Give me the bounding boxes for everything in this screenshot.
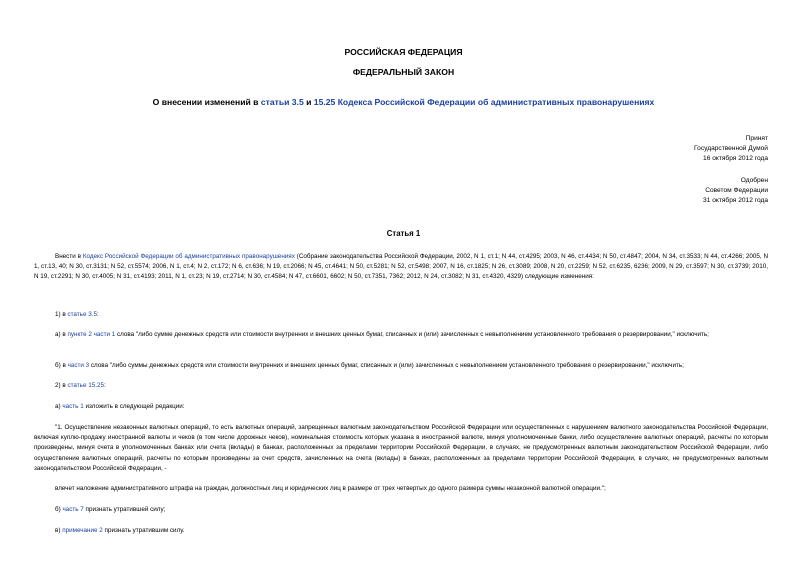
accepted-date: 16 октября 2012 года (703, 155, 768, 162)
note-2-link[interactable]: примечание 2 (62, 527, 103, 534)
title-prefix: О внесении изменений в (152, 97, 261, 107)
part-1-15-25-link[interactable]: часть 1 (62, 403, 84, 410)
item-1a (34, 330, 768, 340)
accepted-by: Государственной Думой (694, 145, 768, 152)
item-2c (55, 526, 185, 536)
item-2c-suffix: признать утратившим силу. (102, 527, 185, 534)
intro-paragraph (34, 252, 768, 283)
part-3-link[interactable]: части 3 (67, 362, 90, 369)
title-link-article-3-5[interactable]: статьи 3.5 (260, 97, 304, 107)
item-1-prefix: 1) в (55, 311, 68, 318)
law-type-heading: ФЕДЕРАЛЬНЫЙ ЗАКОН (352, 67, 455, 77)
country-heading: РОССИЙСКАЯ ФЕДЕРАЦИЯ (344, 47, 463, 57)
title-and: и (303, 97, 314, 107)
penalty-paragraph: влечет наложение административного штрафа на граждан, должностных лиц и юридических лиц в размере от трех четвертых до одного размера суммы незаконной валютной операции."; (55, 485, 606, 492)
quoted-new-text: "1. Осуществление незаконных валютных операций, то есть валютных операций, запрещенных валютным законодательством Российской Федерации или осуществленных с нарушением валютного законодательства Российской Федерации, включая куплю-продажу иностранной валюты и чеков (в том числе дорожных чеков), номинальная стоимость которых указана в иностранной валюте, минуя уполномоченные банки, либо осуществление валютных операций, расчеты по которым произведены, минуя счета в уполномоченных банках или счета (вклады) в банках, расположенных за пределами территории Российской Федерации, в случаях, не предусмотренных валютным законодательством Российской Федерации, либо осуществление валютных операций, расчеты по которым произведены за счет средств, зачисленных на счета (вклады) в банках, расположенных за пределами территории Российской Федерации, в случаях, не предусмотренных валютным законодательством Российской Федерации, - (34, 424, 768, 472)
part-1-link[interactable]: части 1 (93, 331, 116, 338)
accepted-label: Принят (745, 135, 768, 142)
item-1a-prefix: а) в (55, 331, 68, 338)
approved-by: Советом Федерации (705, 187, 768, 194)
point-2-link[interactable]: пункте 2 (67, 331, 92, 338)
item-1-suffix: : (96, 311, 99, 318)
item-1 (55, 310, 99, 320)
item-1b-text: слова "либо суммы денежных средств или стоимости внутренних и внешних ценных бумаг, списанных и (или) зачисленных с невыполнением установленного требования о резервировании," исключить; (89, 362, 684, 369)
article-heading: Статья 1 (386, 229, 421, 238)
code-link[interactable]: Кодекс Российской Федерации об административных правонарушениях (82, 253, 295, 260)
item-2c-prefix: в) (55, 527, 63, 534)
intro-text: (Собрание законодательства Российской Федерации, 2002, N 1, ст.1; N 44, ст.4295; 2003, N 46, ст.4434; N 50, ст.4847; 2004, N 34, ст.3533; N 44, ст.4266; 2005, N 1, ст.13, 40; N 30, ст.3131; N 52, ст.5574; 2006, N 1, ст.4; N 2, ст.172; N 6, ст.636; N 19, ст.2066; N 45, ст.4641; N 50, ст.5281; N 52, ст.5498; 2007, N 16, ст.1825; N 26, ст.3089; 2008, N 20, ст.2259; N 52, ст.6235, 6236; 2009, N 29, ст.3597; N 30, ст.3739; 2010, N 19, ст.2291; N 30, ст.4005; N 31, ст.4193; 2011, N 1, ст.23; N 19, ст.2714; N 30, ст.4584; N 47, ст.6601, 6602; N 50, ст.7351, 7362; 2012, N 24, ст.3082; N 31, ст.4320, 4329) следующие изменения: (34, 253, 769, 281)
item-2b-suffix: признать утратившей силу; (83, 506, 166, 513)
adoption-block (568, 134, 768, 164)
approved-date: 31 октября 2012 года (703, 197, 768, 204)
item-1a-text: слова "либо сумме денежных средств или стоимости внутренних и внешних ценных бумаг, списанных и (или) зачисленных с невыполнением установленного требования о резервировании," исключить; (115, 331, 709, 338)
approved-label: Одобрен (740, 177, 768, 184)
item-2a-prefix: а) (55, 403, 63, 410)
article-15-25-link[interactable]: статье 15.25 (67, 382, 104, 389)
law-title (0, 97, 807, 107)
item-2a-suffix: изложить в следующей редакции: (83, 403, 185, 410)
approval-block (568, 176, 768, 206)
item-1b (34, 361, 768, 371)
intro-prefix: Внести в (55, 253, 83, 260)
item-2a (55, 402, 185, 412)
article-3-5-link[interactable]: статье 3.5 (67, 311, 97, 318)
part-7-link[interactable]: часть 7 (62, 506, 84, 513)
item-2b-prefix: б) (55, 506, 63, 513)
item-2 (55, 381, 106, 391)
item-1b-prefix: б) в (55, 362, 68, 369)
item-2-suffix: : (103, 382, 106, 389)
item-2b (55, 505, 165, 515)
item-2-prefix: 2) в (55, 382, 68, 389)
title-link-article-15-25[interactable]: 15.25 Кодекса Российской Федерации об административных правонарушениях (313, 97, 655, 107)
